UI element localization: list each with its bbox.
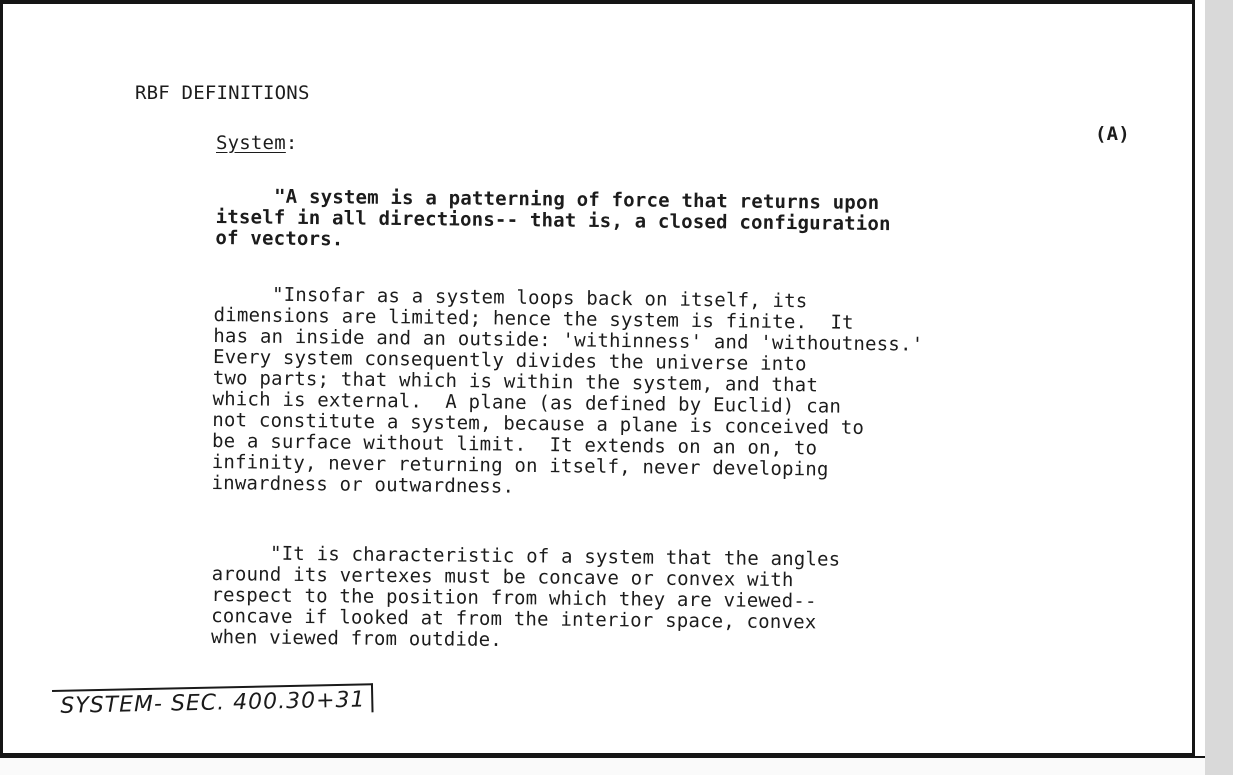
definition-paragraph-2: "Insofar as a system loops back on itself, its dimensions are limited; hence the system is finite. It has an inside and an outside: 'withinness' and 'withoutness.' Every system consequently divides the universe into two parts; that which is within the system, and that which is external. A plane (as defined by Euclid) can not constitute a system, because a plane is conceived to be a surface without limit. It extends on an on, to infinity, never returning on itself, never developing inwardness or outwardness. [211, 283, 924, 498]
document-heading: RBF DEFINITIONS [135, 82, 310, 104]
section-tag: (A) [1095, 123, 1130, 145]
section-label [216, 133, 297, 154]
definition-paragraph-3: "It is characteristic of a system that the angles around its vertexes must be concave or convex with respect to the position from which they are viewed-- concave if looked at from the interior space, convex when viewed from outdide. [210, 542, 841, 652]
section-colon: : [285, 132, 298, 154]
section-term: System [216, 132, 286, 154]
definition-paragraph-1: "A system is a patterning of force that returns upon itself in all directions-- that is, a closed configuration of vectors. [215, 185, 891, 251]
scroll-margin [1205, 0, 1233, 775]
bottom-divider [0, 756, 1205, 775]
handwritten-reference: SYSTEM- SEC. 400.30+31 [52, 683, 374, 719]
